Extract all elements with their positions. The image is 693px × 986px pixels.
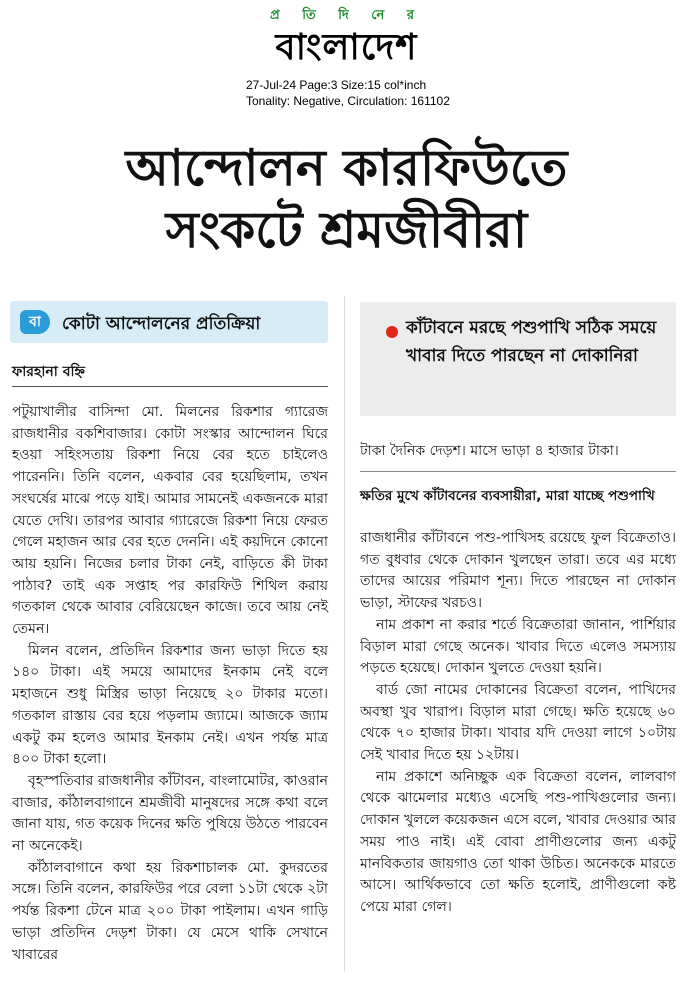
byline: ফারহানা বহ্নি — [12, 364, 85, 380]
article-right-column — [360, 528, 676, 919]
section-tag — [10, 301, 328, 343]
paragraph: টাকা দৈনিক দেড়শ। মাসে ভাড়া ৪ হাজার টাকা। — [360, 443, 619, 459]
paragraph: বার্ড জো নামের দোকানের বিক্রেতা বলেন, পাখিদের অবস্থা খুব খারাপ। বিড়াল মারা গেছে। ক্ষতি হয়েছে ৬০ থেকে ৭০ হাজার টাকা। খাবার যদি দেওয়া লাগে ১০টায় সেই খাবার দিতে হয় ১২টায়। — [360, 681, 676, 764]
highlight-quote-text: কাঁটাবনে মরছে পশুপাখি সঠিক সময়ে খাবার দিতে পারছেন না দোকানিরা — [406, 318, 657, 366]
paragraph: মিলন বলেন, প্রতিদিন রিকশার জন্য ভাড়া দিতে হয় ১৪০ টাকা। এই সময়ে আমাদের ইনকাম নেই বলে মহাজনে শুধু মিস্ত্রির ভাড়া নিয়েছে ২০ টাকার মতো। গতকাল রাস্তায় বের হয়ে পড়লাম জ্যামে। আজকে জ্যাম একটু কম হলেও আমার ইনকাম নেই। এখন পর্যন্ত মাত্র ৪০০ টাকা হলো। — [12, 642, 328, 768]
paragraph: পটুয়াখালীর বাসিন্দা মো. মিলনের রিকশার গ্যারেজ রাজধানীর বকশিবাজার। কোটা সংস্কার আন্দোলন ঘিরে হওয়া সহিংসতায় রিকশা নিয়ে বের হতে চাইলেও পারেননি। তিনি বলেন, একবার বের হয়েছিলাম, তখন সংঘর্ষের মাঝে পড়ে যাই। আমার সামনেই একজনকে মারা যেতে দেখি। তারপর আবার গ্যারেজে রিকশা নিয়ে ফেরত গেলে মহাজন আর বের হতে দেননি। এই কয়দিনে কোনো আয় হয়নি। নিজের চলার টাকা নেই, বাড়িতে কী টাকা পাঠাব? তাই এক সপ্তাহ পর কারফিউ শিথিল করায় গতকাল থেকে আবার বেরিয়েছেন কাজে। তবে আয় নেই তেমন। — [12, 404, 328, 638]
section-tag-label: কোটা আন্দোলনের প্রতিক্রিয়া — [62, 314, 261, 334]
paragraph: কাঁঠালবাগানে কথা হয় রিকশাচালক মো. কুদরতের সঙ্গে। তিনি বলেন, কারফিউর পরে বেলা ১১টা থেকে ২টা পর্যন্ত রিকশা টেনে মাত্র ২০০ টাকা পাইলাম। এখন গাড়ি ভাড়া প্রতিদিন দেড়শ টাকা। যে মেসে থাকি সেখানে খাবারের — [12, 859, 328, 963]
highlight-quote-box — [360, 302, 676, 416]
section-badge-icon: বা — [20, 310, 50, 334]
article-left-column — [12, 402, 328, 966]
headline-line-1: আন্দোলন কারফিউতে — [125, 139, 568, 197]
paragraph: রাজধানীর কাঁটাবনে পশু-পাখিসহ রয়েছে ফুল বিক্রেতাও। গত বুধবার থেকে দোকান খুলছেন তারা। তবে এর মধ্যে তাদের আয়ের পরিমাণ শূন্য। দিতে পারছেন না দোকান ভাড়া, স্টাফের খরচও। — [360, 530, 676, 612]
column-divider — [344, 296, 345, 972]
subheading: ক্ষতির মুখে কাঁটাবনের ব্যবসায়ীরা, মারা যাচ্ছে পশুপাখি — [360, 488, 655, 504]
clipping-meta-date-page: 27-Jul-24 Page:3 Size:15 col*inch — [246, 78, 427, 92]
clipping-meta-tonality: Tonality: Negative, Circulation: 161102 — [246, 94, 450, 108]
paragraph: নাম প্রকাশে অনিচ্ছুক এক বিক্রেতা বলেন, লালবাগ থেকে ঝামেলার মধ্যেও এসেছি পশু-পাখিগুলোর জন্য। দোকান খুললে কয়েকজন এসে বলে, খাবার দেওয়ার আর সময় পাও নাই। এই বোবা প্রাণীগুলোর জন্য একটু মানবিকতার জায়গাও তো থাকা উচিত। অনেককে মারতে আসে। আর্থিকভাবে তো ক্ষতি হলোই, প্রাণীগুলো কষ্ট পেয়ে মারা গেল। — [360, 768, 676, 915]
headline-line-2: সংকটে শ্রমজীবীরা — [165, 201, 528, 259]
bullet-icon — [386, 326, 398, 338]
paragraph: বৃহস্পতিবার রাজধানীর কাঁটাবন, বাংলামোটর, কাওরান বাজার, কাঁঠালবাগানে শ্রমজীবী মানুষদের সঙ্গে কথা বলে জানা যায়, গত কয়েক দিনের ক্ষতি পুষিয়ে উঠতে পারবেন না অনেকেই। — [12, 772, 328, 855]
masthead-kicker: প্র তি দি নে র — [269, 8, 423, 23]
article-right-top — [360, 441, 676, 463]
paragraph: নাম প্রকাশ না করার শর্তে বিক্রেতারা জানান, পার্শিয়ার বিড়াল মারা গেছে অনেক। খাবার দিতে এলেও সমস্যায় পড়তে হয়েছে। দোকান খুলতে দেওয়া হয়নি। — [360, 616, 676, 677]
byline-divider — [12, 386, 328, 387]
newspaper-logo: বাংলাদেশ — [275, 27, 418, 68]
section-divider — [360, 471, 676, 472]
